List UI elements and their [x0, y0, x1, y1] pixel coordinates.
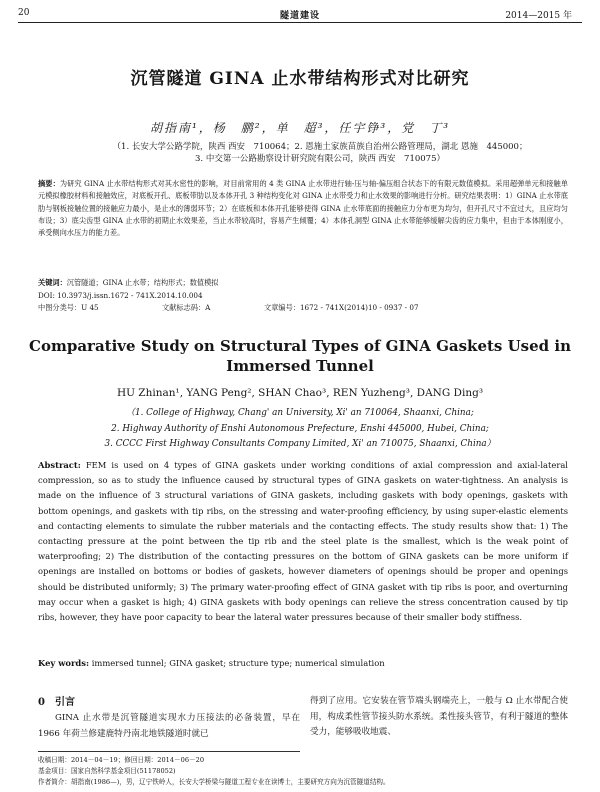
doi: DOI: 10.3973/j.issn.1672 - 741X.2014.10.004 — [38, 291, 203, 300]
english-title — [0, 336, 600, 376]
footnote-received: 收稿日期：2014－04－19；修回日期：2014－06－20 — [38, 756, 205, 764]
chinese-authors: 胡指南¹，杨 鹏²，单 超³，任宇铮³，党 丁³ — [149, 121, 451, 135]
volume-year: 2014—2015 年 — [505, 11, 572, 21]
english-keywords-label: Key words: — [38, 658, 90, 668]
chinese-keywords-text: 沉管隧道；GINA 止水带；结构形式；数值模拟 — [66, 278, 219, 287]
chinese-abstract-text: 为研究 GINA 止水带结构形式对其水密性的影响，对目前常用的 4 类 GINA 止水带进行轴-压与轴-偏压组合状态下的有限元数值模拟。采用超弹单元和接触单元模拟橡胶材料和接触效应，对底板开孔、底板带肋以及本体开孔 3 种结构变化对 GINA 止水带受力和止水效果的影响进行分析。研究结果表明：1）GINA 止水带底肋与钢板接触位置的接触应力最小，是止水的薄弱环节；2）在底板和本体开孔能够使得 GINA 止水带底面的接触应力分布更为均匀，但开孔尺寸不宜过大，且应均匀布设；3）底尖齿型 GINA 止水带的初期止水效果差，当止水带较高时，容易产生倾覆；4）本体孔洞型 GINA 止水带能够缓解尖齿的应力集中，但由于本体刚度小，承受侧向水压力的能力差。 — [38, 179, 568, 238]
chinese-title: 沉管隧道 GINA 止水带结构形式对比研究 — [130, 69, 470, 89]
english-keywords — [38, 658, 568, 668]
chinese-affiliations — [60, 141, 580, 165]
footnote-author-bio: 作者简介：胡指南(1986—)，男，辽宁铁岭人，长安大学桥梁与隧道工程专业在读博士，主要研究方向为沉管隧道结构。 — [38, 778, 390, 786]
chinese-keywords-label: 关键词： — [38, 278, 67, 287]
english-title-line: Immersed Tunnel — [226, 357, 374, 375]
english-affiliation-line: 3. CCCC First Highway Consultants Company Limited, Xi' an 710075, Shaanxi, China） — [104, 439, 496, 449]
english-title-line: Comparative Study on Structural Types of GINA Gaskets Used in — [29, 337, 571, 355]
chinese-abstract — [38, 178, 568, 239]
body-right-column: 得到了应用。它安装在管节端头钢端壳上，一般与 Ω 止水带配合使用，构成柔性管节接头防水系统。柔性接头管节，有利于隧道的整体受力，能够吸收地震、 — [310, 696, 568, 737]
english-keywords-text: immersed tunnel; GINA gasket; structure type; numerical simulation — [91, 658, 385, 668]
chinese-affiliation-line: 3. 中交第一公路勘察设计研究院有限公司，陕西 西安 710075） — [195, 154, 445, 164]
chinese-keywords — [38, 277, 568, 289]
body-left-column: GINA 止水带是沉管隧道实现水力压接法的必备装置，早在 1966 年荷兰修建鹿特丹南北地铁隧道时就已 — [38, 713, 300, 739]
section-heading: 0 引言 — [38, 697, 75, 708]
english-affiliation-line: （1. College of Highway, Chang' an University, Xi' an 710064, Shaanxi, China; — [126, 408, 474, 418]
english-abstract-text: FEM is used on 4 types of GINA gaskets under working conditions of axial compression and axial-lateral compression, so as to study the influence caused by structural types of GINA gaskets on water-tightness. An analysis is made on the influence of 3 structural variations of GINA gaskets, including gaskets with body openings, gaskets with bottom openings, and gaskets with tip ribs, on the stressing and water-proofing efficiency, by using super-elastic elements and contacting elements to simulate the rubber materials and the contacting effects. The study results show that: 1) The contacting pressure at the point between the tip rib and the steel plate is the smallest, which is the weak point of waterproofing; 2) The distribution of the contacting pressures on the bottom of GINA gaskets can be more uniform if openings are installed on bottoms or bodies of gaskets, however diameters of openings should be proper and openings should be distributed uniformly; 3) The primary water-proofing effect of GINA gasket with tip ribs is poor, and overturning may occur when a gasket is high; 4) GINA gaskets with body openings can relieve the stress concentration caused by tip ribs, however, they have poor capacity to bear the lateral water pressures because of their smaller body stiffness. — [38, 460, 568, 623]
page-number: 20 — [18, 8, 30, 18]
chinese-affiliation-line: （1. 长安大学公路学院，陕西 西安 710064；2. 恩施土家族苗族自治州公路管理局，湖北 恩施 445000； — [112, 142, 528, 152]
english-affiliation-line: 2. Highway Authority of Enshi Autonomous Prefecture, Enshi 445000, Hubei, China; — [111, 423, 489, 434]
article-number: 文章编号：1672 - 741X(2014)10 - 0937 - 07 — [264, 303, 419, 312]
journal-name: 隧道建设 — [279, 11, 320, 21]
english-abstract-label: Abstract: — [38, 460, 81, 470]
document-code: 文献标志码：A — [162, 303, 211, 312]
footnote-fund: 基金项目：国家自然科学基金项目(51178052) — [38, 767, 176, 775]
english-affiliations — [0, 406, 600, 453]
chinese-abstract-label: 摘要： — [38, 179, 60, 188]
footnote-rule — [38, 751, 300, 752]
english-abstract — [38, 458, 568, 625]
clc-number: 中图分类号：U 45 — [38, 303, 99, 312]
english-authors: HU Zhinan¹, YANG Peng², SHAN Chao³, REN Yuzheng³, DANG Ding³ — [116, 387, 484, 399]
header-rule — [18, 22, 582, 23]
